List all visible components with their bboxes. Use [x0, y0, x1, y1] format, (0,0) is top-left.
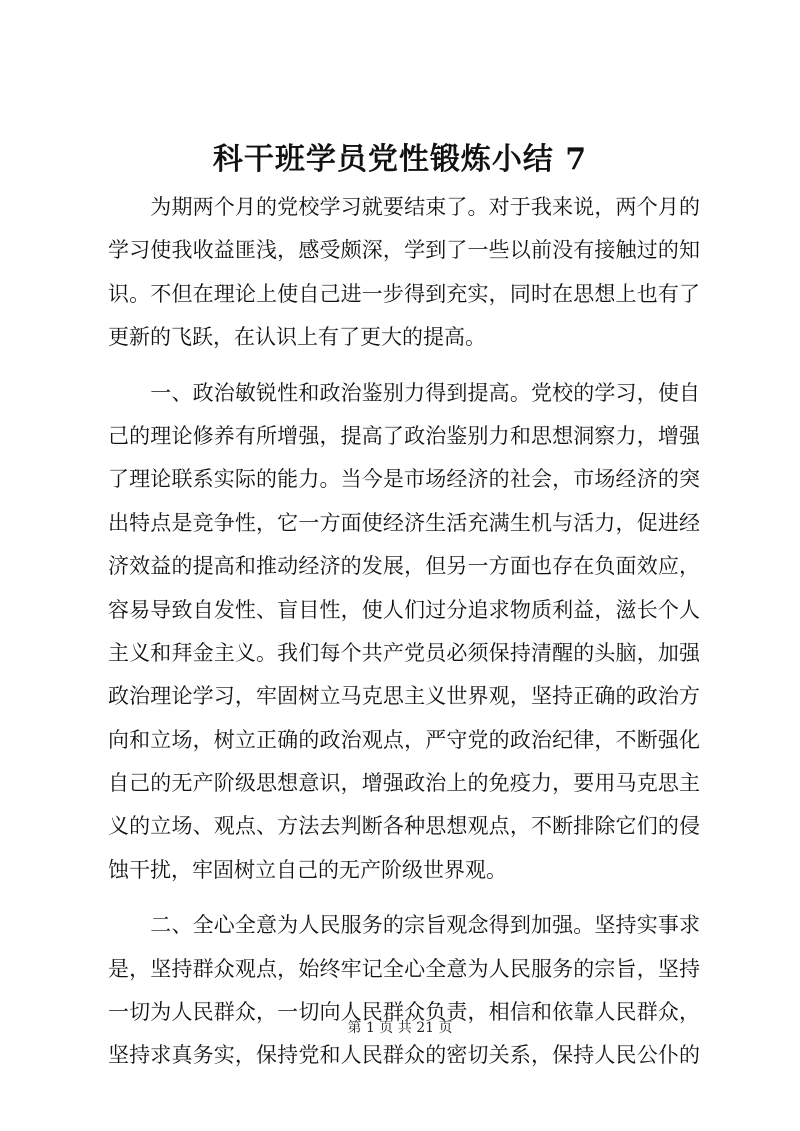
text-line: 己的理论修养有所增强，提高了政治鉴别力和思想洞察力，增强	[108, 423, 700, 448]
text-line: 为期两个月的党校学习就要结束了。对于我来说，两个月的	[108, 195, 700, 219]
paragraph-gap	[108, 360, 700, 372]
text-line: 济效益的提高和推动经济的发展，但另一方面也存在负面效应，	[108, 554, 700, 579]
text-line: 政治理论学习，牢固树立马克思主义世界观，坚持正确的政治方	[108, 684, 700, 709]
paragraph-gap	[108, 892, 700, 904]
text-line: 蚀干扰，牢固树立自己的无产阶级世界观。	[108, 857, 507, 882]
text-line: 坚持求真务实，保持党和人民群众的密切关系，保持人民公仆的	[108, 1043, 700, 1068]
text-line: 一、政治敏锐性和政治鉴别力得到提高。党校的学习，使自	[108, 380, 700, 405]
text-line: 二、全心全意为人民服务的宗旨观念得到加强。坚持实事求	[108, 913, 700, 938]
text-line: 是，坚持群众观点，始终牢记全心全意为人民服务的宗旨，坚持	[108, 956, 700, 981]
text-line: 自己的无产阶级思想意识，增强政治上的免疫力，要用马克思主	[108, 771, 700, 796]
text-line: 主义和拜金主义。我们每个共产党员必须保持清醒的头脑，加强	[108, 640, 700, 665]
paragraph-section-two	[108, 904, 700, 1078]
paragraph-intro	[108, 186, 700, 360]
text-line: 学习使我收益匪浅，感受颇深，学到了一些以前没有接触过的知	[108, 238, 700, 263]
text-line: 义的立场、观点、方法去判断各种思想观点，不断排除它们的侵	[108, 814, 700, 839]
text-line: 容易导致自发性、盲目性，使人们过分追求物质利益，滋长个人	[108, 597, 700, 622]
document-body	[108, 186, 700, 1078]
document-title: 科干班学员党性锻炼小结 7	[212, 142, 588, 177]
text-line: 一切为人民群众，一切向人民群众负责，相信和依靠人民群众，	[108, 1000, 700, 1025]
text-line: 向和立场，树立正确的政治观点，严守党的政治纪律，不断强化	[108, 727, 700, 752]
text-line: 更新的飞跃，在认识上有了更大的提高。	[108, 325, 486, 350]
paragraph-section-one	[108, 372, 700, 893]
text-line: 了理论联系实际的能力。当今是市场经济的社会，市场经济的突	[108, 467, 700, 492]
text-line: 识。不但在理论上使自己进一步得到充实，同时在思想上也有了	[108, 281, 700, 306]
text-line: 出特点是竞争性，它一方面使经济生活充满生机与活力，促进经	[108, 510, 700, 535]
page-number-footer: 第 1 页 共 21 页	[347, 1020, 453, 1036]
